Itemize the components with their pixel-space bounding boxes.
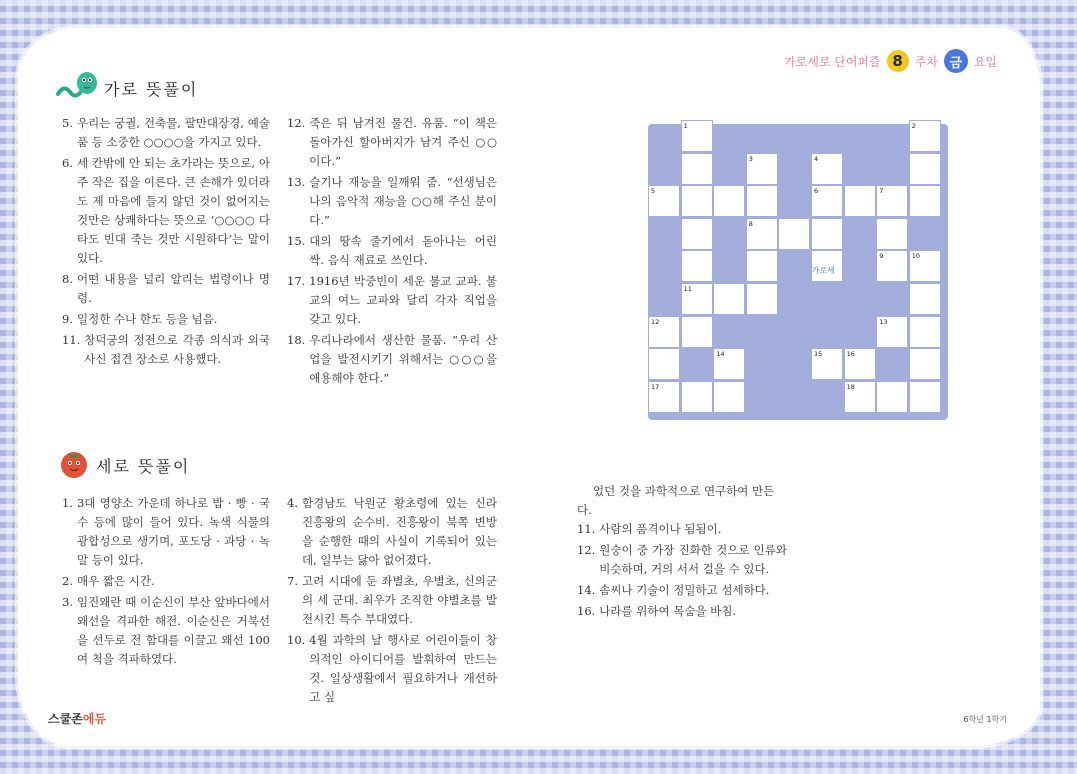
crossword-cell[interactable] — [681, 153, 713, 185]
down-clue-continuation: 었던 것을 과학적으로 연구하여 만든다. — [577, 484, 775, 517]
cell-number: 1 — [683, 122, 688, 130]
tomato-mascot-icon — [56, 446, 92, 484]
down-clue: 1. 3대 영양소 가운데 하나로 밥 · 빵 · 국수 등에 많이 들어 있다. 녹색 식물의 광합성으로 생기며, 포도당 · 과당 · 녹말 등이 있다. — [62, 496, 270, 567]
down-clue: 16. 나라를 위하여 목숨을 바침. — [577, 604, 737, 618]
crossword-cell[interactable] — [844, 381, 876, 413]
crossword-cell[interactable] — [909, 120, 941, 152]
crossword-cell[interactable] — [681, 283, 713, 315]
cell-number: 8 — [748, 219, 753, 228]
across-clues-col2 — [287, 114, 497, 390]
day-suffix: 요일 — [973, 54, 997, 69]
crossword-cell[interactable] — [909, 348, 941, 380]
across-clue: 9. 일정한 수나 한도 등을 넘음. — [62, 312, 218, 326]
down-clues-col3 — [577, 482, 787, 623]
grade-label: 6학년 1학기 — [963, 715, 1007, 724]
crossword-cell[interactable] — [746, 250, 778, 282]
down-section-title — [56, 446, 190, 484]
down-title-text: 세로 뜻풀이 — [96, 456, 191, 476]
crossword-cell[interactable] — [713, 381, 745, 413]
cell-number: 15 — [814, 350, 823, 359]
crossword-cell[interactable] — [811, 185, 843, 217]
crossword-cell[interactable] — [746, 283, 778, 315]
down-clue: 12. 원숭이 중 가장 진화한 것으로 인류와 비슷하며, 거의 서서 걸을 수 있다. — [577, 543, 787, 576]
cell-number: 5 — [651, 187, 656, 196]
day-badge: 금 — [944, 49, 968, 73]
across-clue: 5. 우리는 궁궐, 건축물, 팔만대장경, 예술품 등 소중한 ○○○○을 가지고 있다. — [62, 116, 270, 149]
cell-number: 14 — [716, 350, 725, 359]
cell-number: 11 — [683, 285, 692, 293]
publisher-logo: 스쿨존에듀 — [48, 712, 106, 726]
across-clue: 13. 슬기나 재능을 일깨워 줌. “선생님은 나의 음악적 재능을 ○○해 주신 분이다.” — [287, 175, 497, 227]
crossword-cell[interactable] — [876, 381, 908, 413]
crossword-cell[interactable] — [811, 348, 843, 380]
crossword-cell[interactable] — [909, 185, 941, 217]
crossword-cell[interactable] — [909, 316, 941, 348]
crossword-cell[interactable] — [681, 316, 713, 348]
crossword-grid — [648, 124, 948, 420]
crossword-cell[interactable] — [909, 153, 941, 185]
crossword-cell[interactable] — [909, 381, 941, 413]
snake-mascot-icon — [56, 70, 100, 106]
across-clue: 15. 대의 땅속 줄기에서 돋아나는 어린 싹. 음식 재료로 쓰인다. — [287, 234, 497, 267]
across-clue: 17. 1916년 박중빈이 세운 불교 교파. 불교의 여느 교파와 달리 각자 직업을 갖고 있다. — [287, 274, 497, 326]
crossword-cell[interactable] — [909, 283, 941, 315]
crossword-cell[interactable] — [811, 153, 843, 185]
across-section-title — [56, 70, 198, 106]
across-clue: 11. 창덕궁의 정전으로 각종 의식과 외국 사신 접견 장소로 사용했다. — [62, 333, 270, 366]
cell-number: 6 — [814, 187, 819, 196]
crossword-cell[interactable] — [876, 316, 908, 348]
down-clue: 4. 함경남도 낙원군 황초령에 있는 신라 진흥왕의 순수비. 진흥왕이 북쪽 변방을 순행한 때의 사실이 기록되어 있는데, 일부는 닳아 없어졌다. — [287, 496, 497, 567]
series-title: 가로세로 단어퍼즐 — [784, 54, 881, 69]
crossword-cell[interactable] — [746, 185, 778, 217]
crossword-cell[interactable] — [648, 185, 680, 217]
crossword-cell[interactable] — [909, 250, 941, 282]
crossword-cell[interactable] — [713, 283, 745, 315]
down-clue: 7. 고려 시대에 둔 좌별초, 우별초, 신의군의 세 군대. 최우가 조직한 야별초를 발전시킨 특수 부대였다. — [287, 574, 497, 626]
cell-number: 16 — [846, 350, 855, 359]
cell-number: 2 — [911, 122, 916, 130]
down-clue: 10. 4월 과학의 날 행사로 어린이들이 창의적인 아이디어를 발휘하여 만드는 것. 일상생활에서 필요하거나 개선하고 싶 — [287, 633, 497, 704]
crossword-cell[interactable] — [681, 120, 713, 152]
crossword-cell[interactable] — [713, 348, 745, 380]
down-clue: 3. 임진왜란 때 이순신이 부산 앞바다에서 왜선을 격파한 해전. 이순신은 거북선을 선두로 전 함대를 이끌고 왜선 100여 척을 격파하였다. — [62, 595, 270, 666]
crossword-cell[interactable] — [876, 250, 908, 282]
crossword-cell[interactable] — [713, 185, 745, 217]
down-clues-col1 — [62, 494, 270, 671]
crossword-cell[interactable] — [876, 185, 908, 217]
cell-number: 7 — [879, 187, 884, 196]
across-clue: 18. 우리나라에서 생산한 물품. “우리 산업을 발전시키기 위해서는 ○○○을 애용해야 한다.” — [287, 333, 497, 385]
across-clue: 8. 어떤 내용을 널리 알리는 법령이나 명령. — [62, 272, 270, 305]
week-number-badge: 8 — [887, 50, 909, 72]
across-clue: 6. 세 칸밖에 안 되는 초가라는 뜻으로, 아주 작은 집을 이른다. 큰 손해가 있더라도 제 마음에 들지 않던 것이 없어지는 것만은 상쾌하다는 뜻으로 ‘○○○○ 다 타도 빈대 죽는 것만 시원하다’는 말이 있다. — [62, 156, 270, 265]
crossword-cell[interactable] — [746, 218, 778, 250]
crossword-cell[interactable] — [648, 316, 680, 348]
across-clues-col1 — [62, 114, 270, 371]
cell-number: 12 — [651, 317, 660, 326]
crossword-cell[interactable] — [648, 348, 680, 380]
cell-number: 3 — [748, 154, 753, 163]
cell-number: 4 — [814, 154, 819, 163]
down-clue: 11. 사람의 품격이나 됨됨이. — [577, 522, 722, 536]
crossword-cell[interactable] — [811, 218, 843, 250]
crossword-cell[interactable] — [681, 185, 713, 217]
crossword-cell[interactable] — [844, 348, 876, 380]
across-clue: 12. 죽은 뒤 남겨진 물건. 유품. “이 책은 돌아가신 할아버지가 남겨 주신 ○○이다.” — [287, 116, 497, 168]
down-clue: 14. 솜씨나 기술이 정밀하고 섬세하다. — [577, 583, 770, 597]
crossword-cell[interactable] — [681, 381, 713, 413]
crossword-cell[interactable] — [681, 250, 713, 282]
crossword-cell[interactable] — [681, 218, 713, 250]
crossword-cell[interactable] — [844, 185, 876, 217]
crossword-cell[interactable] — [876, 218, 908, 250]
cell-number: 18 — [846, 382, 855, 391]
week-suffix: 주차 — [914, 54, 938, 69]
down-clues-col2 — [287, 494, 497, 709]
worksheet-header — [784, 48, 997, 74]
cell-number: 10 — [911, 252, 921, 261]
down-clue: 2. 매우 짧은 시간. — [62, 574, 155, 588]
grid-label: 가로세 — [811, 266, 835, 276]
crossword-cell[interactable] — [746, 153, 778, 185]
cell-number: 9 — [879, 252, 884, 261]
cell-number: 17 — [651, 382, 660, 391]
cell-number: 13 — [879, 317, 888, 326]
crossword-cell[interactable] — [778, 218, 810, 250]
crossword-cell[interactable] — [648, 381, 680, 413]
across-title-text: 가로 뜻풀이 — [104, 79, 199, 99]
